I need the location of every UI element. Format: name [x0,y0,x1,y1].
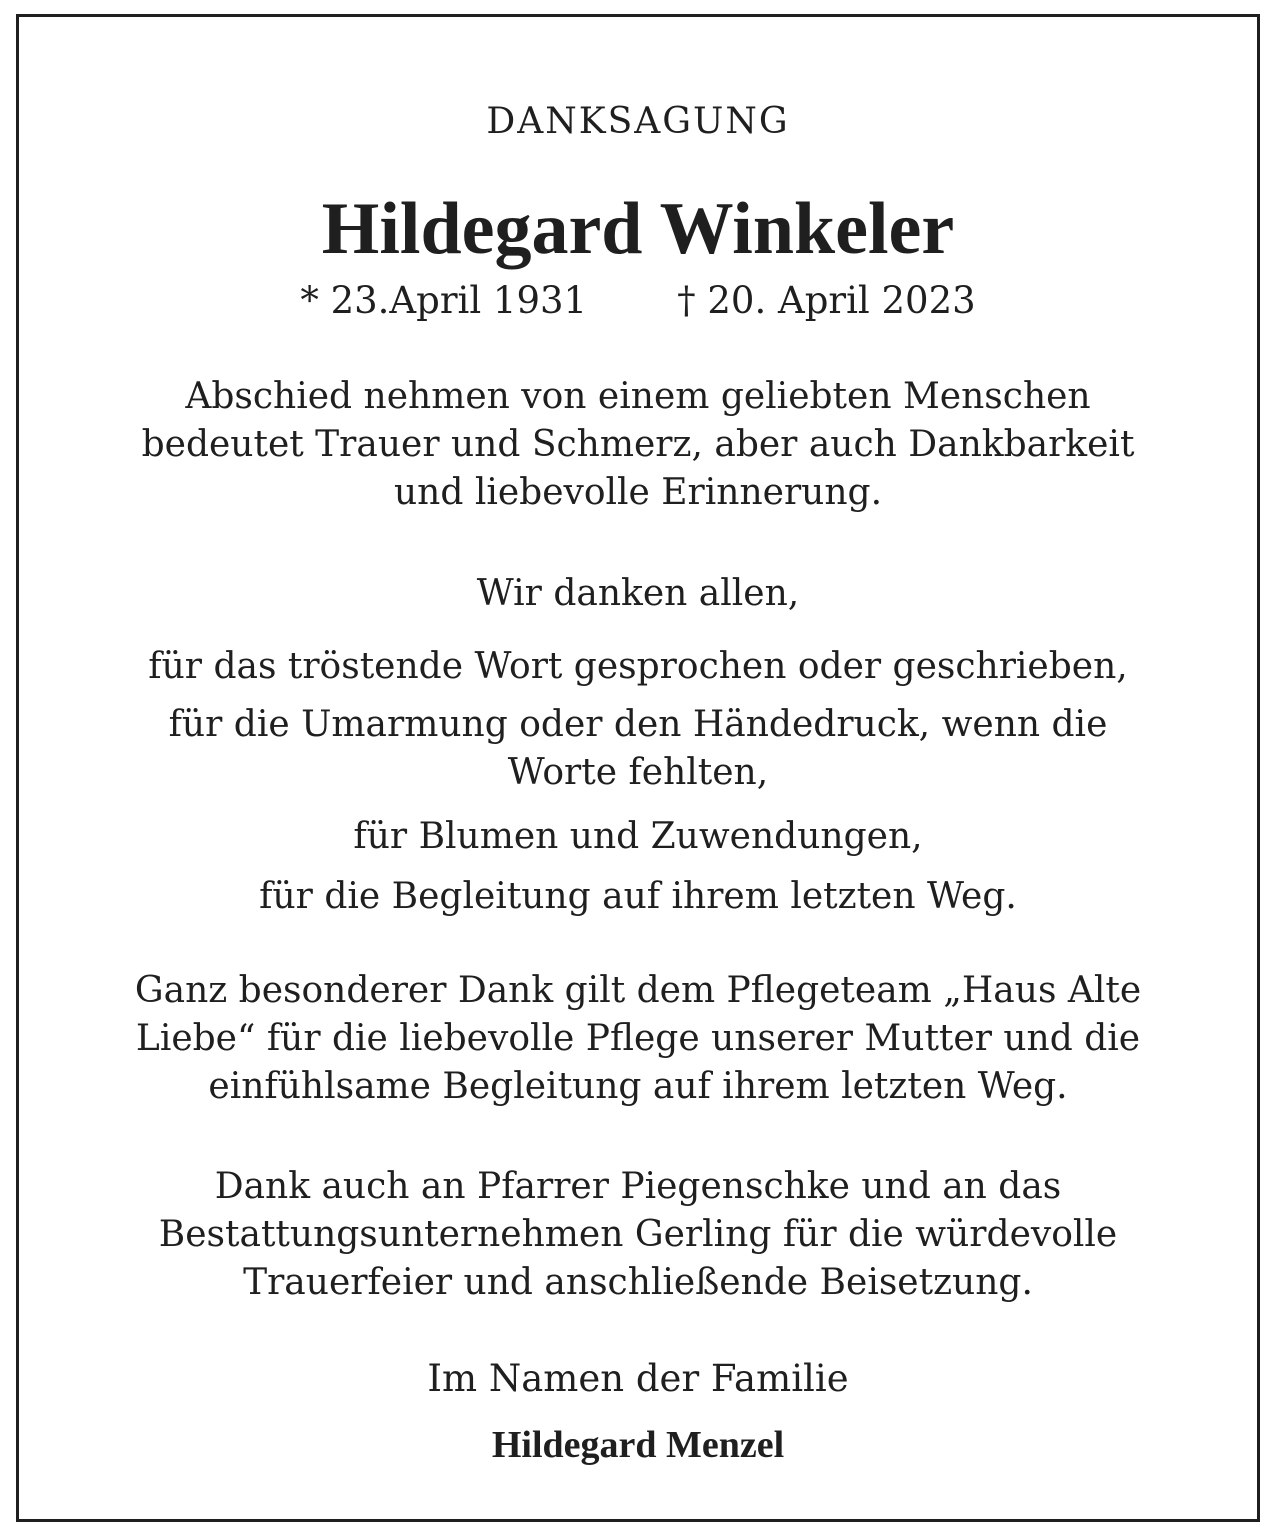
thanks-intro: Wir danken allen, [476,573,800,614]
intro-line: Abschied nehmen von einem geliebten Menschen [185,376,1091,417]
thanks-item-line: für die Umarmung oder den Händedruck, wenn die [168,704,1108,745]
deceased-name: Hildegard Winkeler [321,188,955,270]
intro-line: und liebevolle Erinnerung. [393,472,883,513]
special-thanks-paragraph [19,967,1257,1111]
thanks-item: für die Begleitung auf ihrem letzten Weg. [259,876,1017,917]
signer-name: Hildegard Menzel [491,1424,785,1466]
notice-heading: DANKSAGUNG [486,101,790,142]
special-thanks-line: einfühlsame Begleitung auf ihrem letzten Weg. [208,1066,1068,1107]
thanks-item-line: Worte fehlten, [507,752,769,793]
further-thanks-line: Trauerfeier und anschließende Beisetzung. [243,1262,1033,1303]
thanks-item: für das tröstende Wort gesprochen oder geschrieben, [148,646,1128,687]
intro-paragraph [19,373,1257,517]
further-thanks-line: Bestattungsunternehmen Gerling für die würdevolle [158,1214,1118,1255]
death-date: † 20. April 2023 [677,279,976,322]
thanks-item: für Blumen und Zuwendungen, [353,816,923,857]
thanks-item [19,701,1257,797]
closing-line: Im Namen der Familie [427,1357,849,1400]
further-thanks-line: Dank auch an Pfarrer Piegenschke und an das [214,1166,1062,1207]
birth-date: * 23.April 1931 [300,279,588,322]
intro-line: bedeutet Trauer und Schmerz, aber auch Dankbarkeit [141,424,1135,465]
special-thanks-line: Ganz besonderer Dank gilt dem Pflegeteam „Haus Alte [134,970,1142,1011]
life-dates [19,279,1257,322]
notice-frame [16,14,1260,1522]
special-thanks-line: Liebe“ für die liebevolle Pflege unserer Mutter und die [135,1018,1141,1059]
further-thanks-paragraph [19,1163,1257,1307]
